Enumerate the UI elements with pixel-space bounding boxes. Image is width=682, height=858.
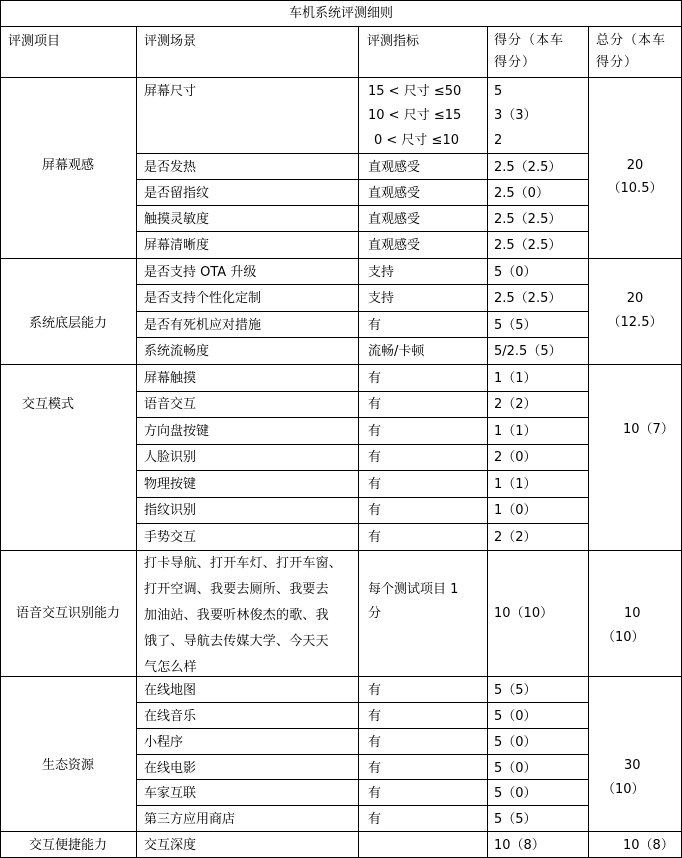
score-cell: 3（3） xyxy=(494,108,537,123)
score-cell: 1（1） xyxy=(494,371,537,386)
metric-cell: 有 xyxy=(368,397,382,412)
score-cell: 1（1） xyxy=(494,477,537,492)
scene-cell: 语音交互 xyxy=(144,397,197,412)
grid-line xyxy=(0,676,682,677)
header-score-line2: 得分） xyxy=(494,55,537,70)
metric-cell: 15 < 尺寸 ≤50 xyxy=(368,84,462,99)
score-cell: 2.5（2.5） xyxy=(494,160,562,175)
section-total: （10） xyxy=(602,782,645,797)
scene-cell: 手势交互 xyxy=(144,530,197,545)
section-total: 10（7） xyxy=(623,422,674,437)
grid-line xyxy=(0,0,1,858)
grid-line xyxy=(136,497,588,498)
header-total-line2: 得分） xyxy=(596,55,639,70)
score-cell: 5 xyxy=(494,84,503,99)
grid-line xyxy=(136,205,588,206)
scene-cell: 饿了、导航去传媒大学、今天天 xyxy=(144,634,329,649)
metric-cell: 直观感受 xyxy=(368,212,421,227)
grid-line xyxy=(136,231,588,232)
scene-cell: 方向盘按键 xyxy=(144,424,210,439)
metric-cell: 流畅/卡顿 xyxy=(368,344,425,359)
scene-cell: 人脸识别 xyxy=(144,450,197,465)
grid-line xyxy=(487,26,488,858)
header-score-line1: 得分（本车 xyxy=(494,33,565,48)
metric-cell: 有 xyxy=(368,735,382,750)
table-title: 车机系统评测细则 xyxy=(288,6,393,21)
scene-cell: 是否支持 OTA 升级 xyxy=(144,265,257,280)
section-name: 交互便捷能力 xyxy=(28,838,107,853)
metric-cell: 支持 xyxy=(368,291,395,306)
scene-cell: 屏幕尺寸 xyxy=(144,84,197,99)
grid-line xyxy=(136,391,588,392)
section-total: （12.5） xyxy=(607,315,663,330)
section-name: 系统底层能力 xyxy=(28,316,107,331)
header-total-line1: 总分（本车 xyxy=(596,33,667,48)
score-cell: 5（0） xyxy=(494,735,537,750)
scene-cell: 系统流畅度 xyxy=(144,344,210,359)
grid-line xyxy=(136,728,588,729)
metric-cell: 有 xyxy=(368,318,382,333)
section-total: （10） xyxy=(602,630,645,645)
score-cell: 1（1） xyxy=(494,424,537,439)
metric-cell: 有 xyxy=(368,761,382,776)
metric-cell: 有 xyxy=(368,424,382,439)
section-total: 30 xyxy=(624,758,641,773)
grid-line xyxy=(136,284,588,285)
metric-cell: 支持 xyxy=(368,265,395,280)
scene-cell: 第三方应用商店 xyxy=(144,812,236,827)
section-total: 10 xyxy=(624,606,641,621)
scene-cell: 气怎么样 xyxy=(144,660,197,675)
grid-line xyxy=(136,523,588,524)
score-cell: 5（0） xyxy=(494,265,537,280)
grid-line xyxy=(358,26,359,858)
metric-cell: 有 xyxy=(368,530,382,545)
grid-line xyxy=(136,779,588,780)
grid-line xyxy=(136,153,588,154)
grid-line xyxy=(136,702,588,703)
header-item: 评测项目 xyxy=(8,34,61,49)
metric-cell: 有 xyxy=(368,503,382,518)
scene-cell: 物理按键 xyxy=(144,477,197,492)
grid-line xyxy=(136,26,137,858)
score-cell: 5（5） xyxy=(494,812,537,827)
metric-cell: 有 xyxy=(368,450,382,465)
metric-cell: 10 < 尺寸 ≤15 xyxy=(368,108,462,123)
grid-line xyxy=(136,754,588,755)
grid-line xyxy=(0,77,682,78)
metric-cell: 每个测试项目 1 xyxy=(368,582,459,597)
metric-cell: 直观感受 xyxy=(368,160,421,175)
score-cell: 2（2） xyxy=(494,397,537,412)
metric-cell: 有 xyxy=(368,683,382,698)
score-cell: 5/2.5（5） xyxy=(494,344,562,359)
header-scene: 评测场景 xyxy=(144,34,197,49)
section-total: 20 xyxy=(626,158,644,173)
metric-cell: 分 xyxy=(368,606,382,621)
scene-cell: 在线电影 xyxy=(144,761,197,776)
score-cell: 5（0） xyxy=(494,761,537,776)
grid-line xyxy=(0,364,682,365)
grid-line xyxy=(136,805,588,806)
score-cell: 2 xyxy=(494,133,503,148)
grid-line xyxy=(136,470,588,471)
metric-cell: 直观感受 xyxy=(368,238,421,253)
section-total: 10（8） xyxy=(623,838,674,853)
scene-cell: 是否留指纹 xyxy=(144,186,210,201)
grid-line xyxy=(588,26,589,858)
scene-cell: 交互深度 xyxy=(144,838,197,853)
scene-cell: 打卡导航、打开车灯、打开车窗、 xyxy=(144,556,343,571)
grid-line xyxy=(0,0,682,1)
scene-cell: 屏幕清晰度 xyxy=(144,238,210,253)
grid-line xyxy=(136,417,588,418)
grid-line xyxy=(0,831,682,832)
score-cell: 1（0） xyxy=(494,503,537,518)
metric-cell: 有 xyxy=(368,812,382,827)
section-name: 语音交互识别能力 xyxy=(15,606,120,621)
metric-cell: 有 xyxy=(368,371,382,386)
metric-cell: 0 < 尺寸 ≤10 xyxy=(374,133,459,148)
score-cell: 2.5（0） xyxy=(494,186,549,201)
metric-cell: 有 xyxy=(368,709,382,724)
scene-cell: 在线地图 xyxy=(144,683,197,698)
section-name: 屏幕观感 xyxy=(41,158,94,173)
scene-cell: 在线音乐 xyxy=(144,709,197,724)
score-cell: 10（8） xyxy=(494,838,545,853)
grid-line xyxy=(0,550,682,551)
scene-cell: 是否支持个性化定制 xyxy=(144,291,262,306)
score-cell: 5（5） xyxy=(494,683,537,698)
scene-cell: 小程序 xyxy=(144,735,184,750)
section-name: 交互模式 xyxy=(22,397,75,412)
score-cell: 2.5（2.5） xyxy=(494,238,562,253)
metric-cell: 有 xyxy=(368,786,382,801)
section-total: （10.5） xyxy=(607,181,663,196)
score-cell: 2（2） xyxy=(494,530,537,545)
scene-cell: 触摸灵敏度 xyxy=(144,212,210,227)
scene-cell: 加油站、我要听林俊杰的歌、我 xyxy=(144,608,329,623)
grid-line xyxy=(136,311,588,312)
score-cell: 2.5（2.5） xyxy=(494,291,562,306)
score-cell: 5（0） xyxy=(494,786,537,801)
scene-cell: 打开空调、我要去厕所、我要去 xyxy=(144,582,329,597)
score-cell: 2.5（2.5） xyxy=(494,212,562,227)
metric-cell: 直观感受 xyxy=(368,186,421,201)
scene-cell: 车家互联 xyxy=(144,786,197,801)
header-metric: 评测指标 xyxy=(367,34,420,49)
grid-line xyxy=(0,26,682,27)
score-cell: 5（0） xyxy=(494,709,537,724)
grid-line xyxy=(136,337,588,338)
scene-cell: 屏幕触摸 xyxy=(144,371,197,386)
scene-cell: 是否发热 xyxy=(144,160,197,175)
score-cell: 5（5） xyxy=(494,318,537,333)
scene-cell: 指纹识别 xyxy=(144,503,197,518)
grid-line xyxy=(0,258,682,259)
grid-line xyxy=(136,444,588,445)
metric-cell: 有 xyxy=(368,477,382,492)
section-total: 20 xyxy=(626,291,644,306)
grid-line xyxy=(136,179,588,180)
section-name: 生态资源 xyxy=(41,758,94,773)
score-cell: 2（0） xyxy=(494,450,537,465)
score-cell: 10（10） xyxy=(494,606,554,621)
scene-cell: 是否有死机应对措施 xyxy=(144,318,262,333)
